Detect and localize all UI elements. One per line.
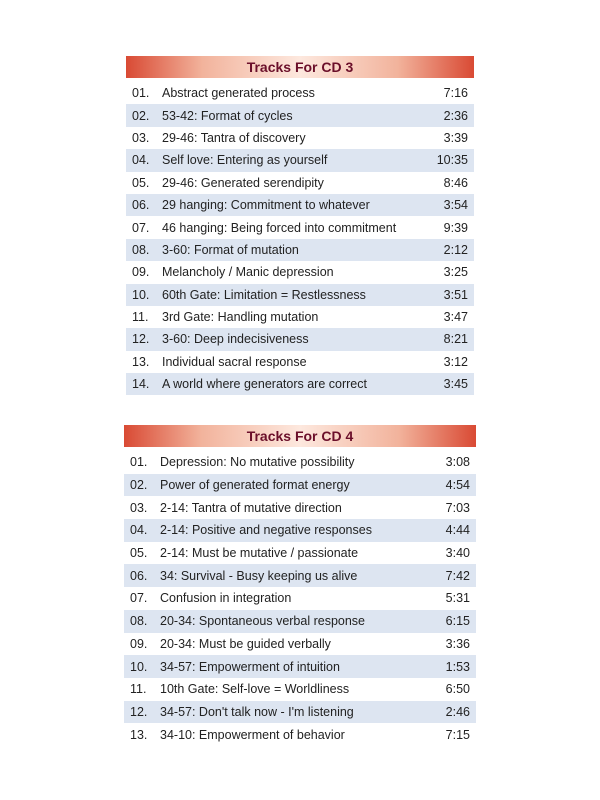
track-row — [126, 373, 474, 395]
track-row — [126, 104, 474, 126]
track-row — [124, 496, 476, 519]
track-duration: 3:47 — [443, 310, 468, 325]
track-duration: 2:46 — [445, 704, 470, 719]
track-number: 07. — [130, 591, 148, 606]
track-row — [126, 261, 474, 283]
track-row — [126, 194, 474, 216]
track-duration: 10:35 — [436, 153, 468, 168]
track-row — [124, 519, 476, 542]
track-duration: 7:15 — [445, 727, 470, 742]
track-number: 11. — [130, 682, 147, 697]
track-title: 3rd Gate: Handling mutation — [162, 310, 319, 325]
track-duration: 5:31 — [445, 591, 470, 606]
track-row — [124, 701, 476, 724]
track-row — [126, 239, 474, 261]
track-title: 60th Gate: Limitation = Restlessness — [162, 287, 366, 302]
track-number: 07. — [132, 220, 150, 235]
track-number: 09. — [130, 636, 148, 651]
track-duration: 3:45 — [443, 377, 468, 392]
cd4-header: Tracks For CD 4 — [124, 425, 476, 447]
track-title: 34-10: Empowerment of behavior — [160, 727, 345, 742]
track-title: 20-34: Must be guided verbally — [160, 636, 331, 651]
cd4-track-list — [124, 425, 476, 746]
track-title: Self love: Entering as yourself — [162, 153, 328, 168]
track-row — [126, 127, 474, 149]
track-number: 03. — [132, 130, 150, 145]
track-number: 06. — [130, 568, 148, 583]
track-title: 34-57: Empowerment of intuition — [160, 659, 340, 674]
track-title: 53-42: Format of cycles — [162, 108, 293, 123]
track-title: Power of generated format energy — [160, 478, 350, 493]
track-row — [124, 678, 476, 701]
track-title: 29-46: Generated serendipity — [162, 175, 324, 190]
track-title: Depression: No mutative possibility — [160, 455, 355, 470]
track-duration: 3:08 — [445, 455, 470, 470]
track-row — [124, 610, 476, 633]
track-row — [126, 328, 474, 350]
track-row — [124, 564, 476, 587]
track-row — [124, 474, 476, 497]
track-title: 10th Gate: Self-love = Worldliness — [160, 682, 350, 697]
track-number: 12. — [130, 704, 148, 719]
track-duration: 8:21 — [443, 332, 468, 347]
track-title: 2-14: Must be mutative / passionate — [160, 546, 359, 561]
track-number: 06. — [132, 198, 150, 213]
track-number: 05. — [132, 175, 150, 190]
track-number: 10. — [130, 659, 148, 674]
track-title: 3-60: Deep indecisiveness — [162, 332, 309, 347]
track-duration: 7:16 — [443, 86, 468, 101]
track-title: 46 hanging: Being forced into commitment — [162, 220, 397, 235]
track-row — [126, 216, 474, 238]
track-title: A world where generators are correct — [162, 377, 367, 392]
track-number: 02. — [130, 478, 148, 493]
track-number: 14. — [132, 377, 150, 392]
track-duration: 3:36 — [445, 636, 470, 651]
track-number: 13. — [132, 354, 150, 369]
track-title: Individual sacral response — [162, 354, 307, 369]
track-duration: 2:12 — [443, 242, 468, 257]
track-number: 03. — [130, 500, 148, 515]
track-duration: 4:54 — [445, 478, 470, 493]
track-duration: 6:50 — [445, 682, 470, 697]
track-row — [126, 172, 474, 194]
track-duration: 3:54 — [443, 198, 468, 213]
track-title: Melancholy / Manic depression — [162, 265, 334, 280]
track-number: 01. — [132, 86, 150, 101]
track-number: 04. — [130, 523, 148, 538]
track-number: 12. — [132, 332, 150, 347]
track-title: 2-14: Tantra of mutative direction — [160, 500, 342, 515]
track-duration: 7:03 — [445, 500, 470, 515]
cd3-track-list — [126, 56, 474, 395]
track-number: 08. — [132, 242, 150, 257]
track-row — [126, 284, 474, 306]
track-duration: 3:51 — [443, 287, 468, 302]
track-row — [124, 542, 476, 565]
track-number: 10. — [132, 287, 150, 302]
track-row — [126, 351, 474, 373]
track-title: 20-34: Spontaneous verbal response — [160, 614, 366, 629]
track-row — [124, 633, 476, 656]
track-title: 34: Survival - Busy keeping us alive — [160, 568, 358, 583]
cd3-rows — [126, 82, 474, 395]
track-number: 11. — [132, 310, 149, 325]
track-duration: 3:25 — [443, 265, 468, 280]
track-title: Confusion in integration — [160, 591, 292, 606]
track-row — [124, 587, 476, 610]
track-duration: 1:53 — [445, 659, 470, 674]
track-row — [124, 451, 476, 474]
track-duration: 3:39 — [443, 130, 468, 145]
track-duration: 3:40 — [445, 546, 470, 561]
track-number: 08. — [130, 614, 148, 629]
track-row — [124, 723, 476, 746]
track-number: 04. — [132, 153, 150, 168]
track-duration: 7:42 — [445, 568, 470, 583]
track-title: 2-14: Positive and negative responses — [160, 523, 372, 538]
track-duration: 6:15 — [445, 614, 470, 629]
track-row — [126, 82, 474, 104]
track-row — [126, 306, 474, 328]
track-row — [126, 149, 474, 171]
track-duration: 3:12 — [443, 354, 468, 369]
track-number: 02. — [132, 108, 150, 123]
track-title: 34-57: Don't talk now - I'm listening — [160, 704, 354, 719]
track-title: 3-60: Format of mutation — [162, 242, 299, 257]
cd3-header: Tracks For CD 3 — [126, 56, 474, 78]
track-row — [124, 655, 476, 678]
track-duration: 4:44 — [445, 523, 470, 538]
track-number: 01. — [130, 455, 148, 470]
track-duration: 9:39 — [443, 220, 468, 235]
track-title: Abstract generated process — [162, 86, 315, 101]
track-number: 13. — [130, 727, 148, 742]
track-duration: 2:36 — [443, 108, 468, 123]
track-title: 29 hanging: Commitment to whatever — [162, 198, 370, 213]
cd4-rows — [124, 451, 476, 746]
track-title: 29-46: Tantra of discovery — [162, 130, 306, 145]
track-number: 05. — [130, 546, 148, 561]
track-number: 09. — [132, 265, 150, 280]
track-duration: 8:46 — [443, 175, 468, 190]
